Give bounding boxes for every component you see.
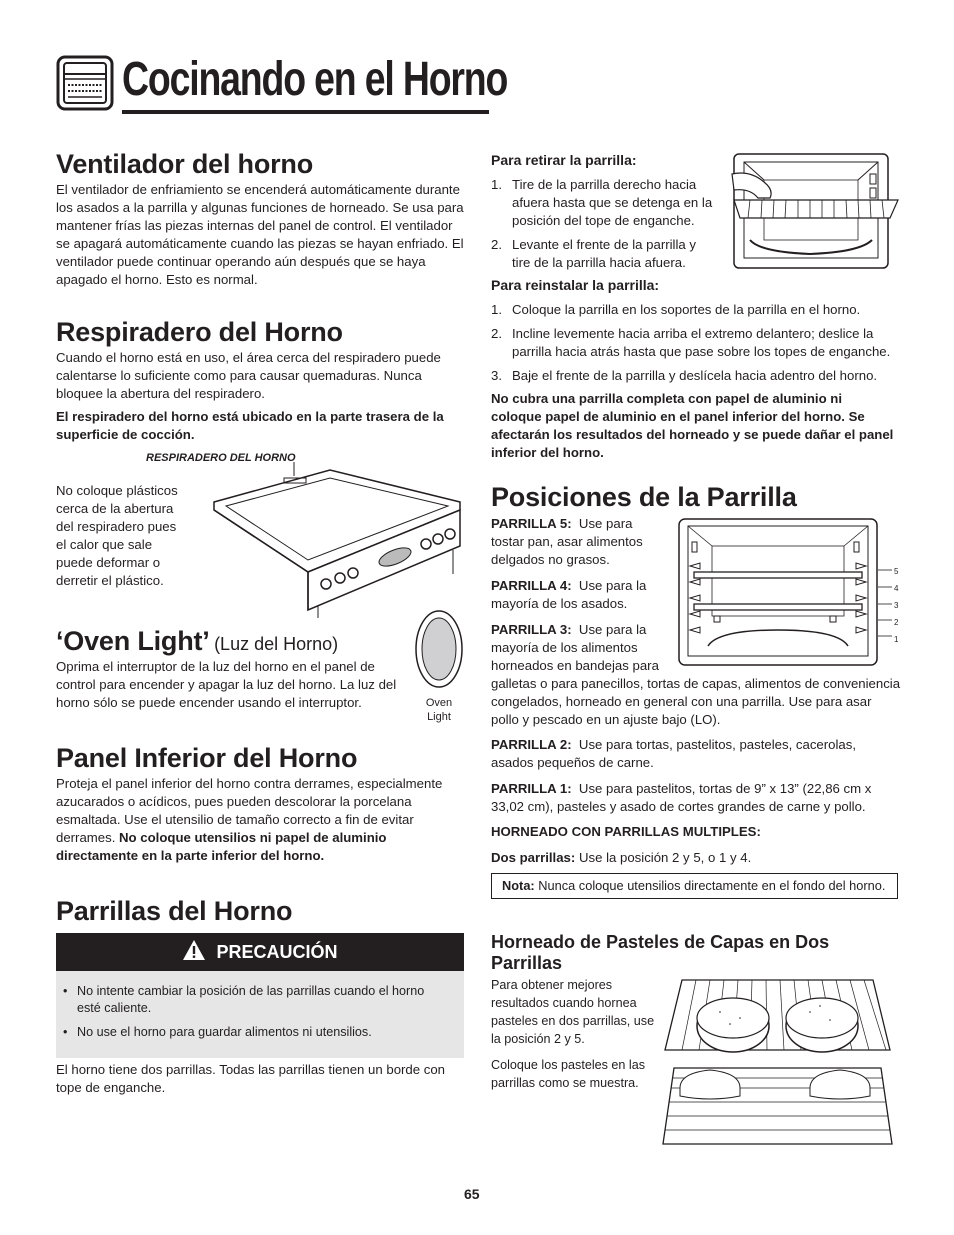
posiciones-heading: Posiciones de la Parrilla	[491, 482, 797, 512]
parrilla-1: PARRILLA 1: Use para pastelitos, tortas de 9” x 13” (22,86 cm x 33,02 cm), pasteles y asado de cortes grandes de carne y pollo.	[491, 781, 872, 814]
multi-heading: HORNEADO CON PARRILLAS MULTIPLES:	[491, 824, 761, 839]
dos-parrillas: Dos parrillas: Use la posición 2 y 5, o 1 y 4.	[491, 850, 752, 865]
rack-number: 3	[894, 601, 899, 610]
parrilla-3-cont: galletas o para panecillos, tortas de capas, alimentos de conveniencia congelados, horneado en general con una parrilla. Use para asar pollo y pescado en un ajuste bajo (LO).	[491, 676, 901, 727]
rack-numbers	[894, 563, 898, 648]
caution-panel	[56, 933, 464, 1058]
oven-light-heading: ‘Oven Light’ (Luz del Horno)	[56, 626, 339, 656]
pasteles-body-2: Coloque los pasteles en las parrillas como se muestra.	[491, 1058, 646, 1090]
rack-number: 5	[894, 567, 899, 576]
step: 1. Tire de la parrilla derecho hacia afuera hasta que se detenga en la posición del tope de enganche.	[491, 177, 713, 228]
ventilador-body: El ventilador de enfriamiento se encenderá automáticamente durante los asados a la parrilla y algunas funciones de horneado. Se usa para mantener frías las piezas internas del panel de control. El ventilador se apagará automáticamente cuando las piezas se hayan enfriado. El ventilador puede continuar operando aún después que se haya apagado el horno. Esto es normal.	[56, 182, 464, 287]
rack-number: 4	[894, 584, 899, 593]
caution-body	[56, 971, 464, 1058]
respiradero-heading: Respiradero del Horno	[56, 317, 343, 347]
pasteles-body-1: Para obtener mejores resultados cuando hornea pasteles en dos parrillas, use la posición 2 y 5.	[491, 978, 655, 1046]
step: 2. Incline levemente hacia arriba el extremo delantero; deslice la parrilla hacia atrás hasta que pase sobre los topes de enganche.	[491, 326, 891, 359]
rack-positions-illustration	[678, 518, 878, 666]
step: 2. Levante el frente de la parrilla y tire de la parrilla hacia afuera.	[491, 237, 697, 270]
caution-item: • No intente cambiar la posición de las parrillas cuando el horno esté caliente.	[77, 983, 450, 1017]
caution-item: • No use el horno para guardar alimentos ni utensilios.	[77, 1024, 450, 1041]
oven-icon	[56, 55, 114, 111]
parrilla-4: PARRILLA 4: Use para la mayoría de los asados.	[491, 578, 647, 611]
parrilla-3: PARRILLA 3: Use para la mayoría de los alimentos horneados en bandejas para	[491, 622, 659, 673]
ventilador-heading: Ventilador del horno	[56, 149, 314, 179]
title-rule	[122, 110, 489, 114]
retirar-heading: Para retirar la parrilla:	[491, 152, 637, 168]
step: 1. Coloque la parrilla en los soportes de la parrilla en el horno.	[491, 302, 861, 317]
parrillas-heading: Parrillas del Horno	[56, 896, 293, 926]
reinstalar-heading: Para reinstalar la parrilla:	[491, 277, 660, 293]
parrilla-2: PARRILLA 2: Use para tortas, pastelitos, pasteles, cacerolas, asados pequeños de carne.	[491, 737, 856, 770]
rack-removal-illustration	[730, 152, 900, 272]
panel-heading: Panel Inferior del Horno	[56, 743, 358, 773]
oven-light-button-label: Oven Light	[425, 697, 453, 723]
page-number: 65	[464, 1186, 480, 1202]
respiradero-fig-label: RESPIRADERO DEL HORNO	[146, 452, 296, 464]
reinstalar-steps	[491, 301, 901, 391]
caution-header	[56, 933, 464, 971]
retirar-steps	[491, 176, 716, 278]
panel-body: Proteja el panel inferior del horno contra derrames, especialmente azucarados o acídicos, pues pueden descolorar la porcelana esmaltada. Use el utensilio de tamaño correcto a fin de evitar derrames. No coloque utensilios ni papel de aluminio directamente en la parte inferior del horno.	[56, 776, 443, 863]
oven-light-body: Oprima el interruptor de la luz del horno en el panel de control para encender y apagar la luz del horno. La luz del horno sólo se puede encender usando el interruptor.	[56, 659, 397, 710]
oven-light-button[interactable]	[414, 608, 464, 690]
cake-racks-illustration	[660, 978, 895, 1148]
cooktop-illustration	[210, 462, 465, 618]
pasteles-heading: Horneado de Pasteles de Capas en Dos Parrillas	[491, 932, 830, 973]
respiradero-side-note: No coloque plásticos cerca de la abertura del respiradero pues el calor que sale puede deformar o derretir el plástico.	[56, 483, 178, 588]
respiradero-bold: El respiradero del horno está ubicado en la parte trasera de la superficie de cocción.	[56, 409, 444, 442]
parrilla-5: PARRILLA 5: Use para tostar pan, asar alimentos delgados no grasos.	[491, 516, 643, 567]
reinstalar-bold: No cubra una parrilla completa con papel de aluminio ni coloque papel de aluminio en el panel inferior del horno. Se afectarán los resultados del horneado y se puede dañar el panel inferior del horno.	[491, 391, 894, 460]
caution-title: PRECAUCIÓN	[216, 941, 338, 962]
note-box: Nota: Nunca coloque utensilios directamente en el fondo del horno.	[491, 873, 898, 899]
oven-light-heading-sub: (Luz del Horno)	[214, 634, 339, 654]
parrillas-body: El horno tiene dos parrillas. Todas las parrillas tienen un borde con tope de enganche.	[56, 1062, 446, 1095]
step: 3. Baje el frente de la parrilla y deslícela hacia adentro del horno.	[491, 368, 878, 383]
rack-number: 2	[894, 618, 899, 627]
rack-number: 1	[894, 635, 899, 644]
page-title: Cocinando en el Horno	[122, 53, 508, 106]
rack-number-leaders	[878, 566, 894, 638]
warning-icon	[182, 939, 206, 966]
respiradero-body: Cuando el horno está en uso, el área cerca del respiradero puede calentarse lo suficiente como para causar quemaduras. Nunca bloquee la abertura del respiradero.	[56, 350, 441, 401]
